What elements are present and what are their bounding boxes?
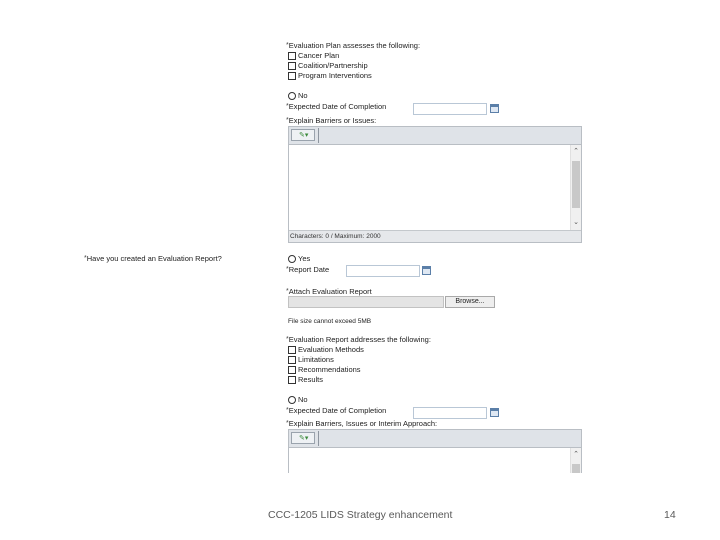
editor-toolbar: [289, 430, 581, 448]
eval-plan-label: *Evaluation Plan assesses the following:: [286, 41, 421, 50]
report-explain-editor[interactable]: [288, 429, 582, 473]
editor-scrollbar[interactable]: [570, 145, 581, 230]
plan-explain-editor[interactable]: [288, 126, 582, 243]
limitations-checkbox[interactable]: [288, 356, 296, 364]
scroll-thumb[interactable]: [572, 161, 580, 208]
browse-button[interactable]: Browse...: [445, 296, 495, 308]
editor-tool-button[interactable]: [291, 129, 315, 141]
option-results[interactable]: [288, 375, 323, 385]
evaluation-methods-checkbox[interactable]: [288, 346, 296, 354]
file-size-note: File size cannot exceed 5MB: [288, 318, 372, 325]
chevron-down-icon[interactable]: ⌄: [573, 219, 579, 226]
report-no-label: No: [298, 395, 308, 404]
file-path-field[interactable]: [288, 296, 444, 308]
chevron-up-icon[interactable]: ⌃: [573, 451, 579, 458]
chevron-up-icon[interactable]: ⌃: [573, 148, 579, 155]
cancer-plan-checkbox[interactable]: [288, 52, 296, 60]
pencil-icon: ✎▾: [299, 132, 309, 139]
plan-explain-label: *Explain Barriers or Issues:: [286, 116, 377, 125]
option-program-interventions[interactable]: [288, 71, 372, 81]
option-limitations[interactable]: [288, 355, 334, 365]
calendar-icon[interactable]: [490, 104, 499, 113]
page-number: 14: [664, 509, 676, 521]
footer-title: CCC-1205 LIDS Strategy enhancement: [268, 509, 453, 521]
plan-expected-date-input[interactable]: [413, 103, 487, 115]
plan-no-option[interactable]: [288, 91, 308, 101]
report-expected-date-label: *Expected Date of Completion: [286, 406, 387, 415]
yes-label: Yes: [298, 254, 311, 263]
calendar-icon[interactable]: [490, 408, 499, 417]
editor-scrollbar[interactable]: [570, 448, 581, 473]
report-date-label: *Report Date: [286, 265, 330, 274]
editor-tool-button[interactable]: [291, 432, 315, 444]
report-no-option[interactable]: [288, 395, 308, 405]
results-label: Results: [298, 375, 324, 384]
character-counter: Characters: 0 / Maximum: 2000: [289, 230, 581, 242]
results-checkbox[interactable]: [288, 376, 296, 384]
report-expected-date-input[interactable]: [413, 407, 487, 419]
program-interventions-label: Program Interventions: [298, 71, 372, 80]
plan-no-label: No: [298, 91, 308, 100]
report-no-radio[interactable]: [288, 396, 296, 404]
cancer-plan-label: Cancer Plan: [298, 51, 340, 60]
yes-radio[interactable]: [288, 255, 296, 263]
scroll-thumb[interactable]: [572, 464, 580, 473]
option-cancer-plan[interactable]: [288, 51, 339, 61]
attach-report-label: *Attach Evaluation Report: [286, 287, 372, 296]
recommendations-checkbox[interactable]: [288, 366, 296, 374]
recommendations-label: Recommendations: [298, 365, 361, 374]
plan-expected-date-label: *Expected Date of Completion: [286, 102, 387, 111]
report-date-input[interactable]: [346, 265, 420, 277]
eval-report-label: *Evaluation Report addresses the following:: [286, 335, 431, 344]
coalition-partnership-checkbox[interactable]: [288, 62, 296, 70]
pencil-icon: ✎▾: [299, 435, 309, 442]
eval-report-question: *Have you created an Evaluation Report?: [84, 254, 222, 263]
option-coalition-partnership[interactable]: [288, 61, 368, 71]
option-recommendations[interactable]: [288, 365, 361, 375]
editor-toolbar: [289, 127, 581, 145]
calendar-icon[interactable]: [422, 266, 431, 275]
yes-option[interactable]: [288, 254, 310, 264]
option-evaluation-methods[interactable]: [288, 345, 364, 355]
plan-no-radio[interactable]: [288, 92, 296, 100]
evaluation-methods-label: Evaluation Methods: [298, 345, 364, 354]
program-interventions-checkbox[interactable]: [288, 72, 296, 80]
report-explain-label: *Explain Barriers, Issues or Interim Approach:: [286, 419, 438, 428]
coalition-partnership-label: Coalition/Partnership: [298, 61, 368, 70]
limitations-label: Limitations: [298, 355, 334, 364]
